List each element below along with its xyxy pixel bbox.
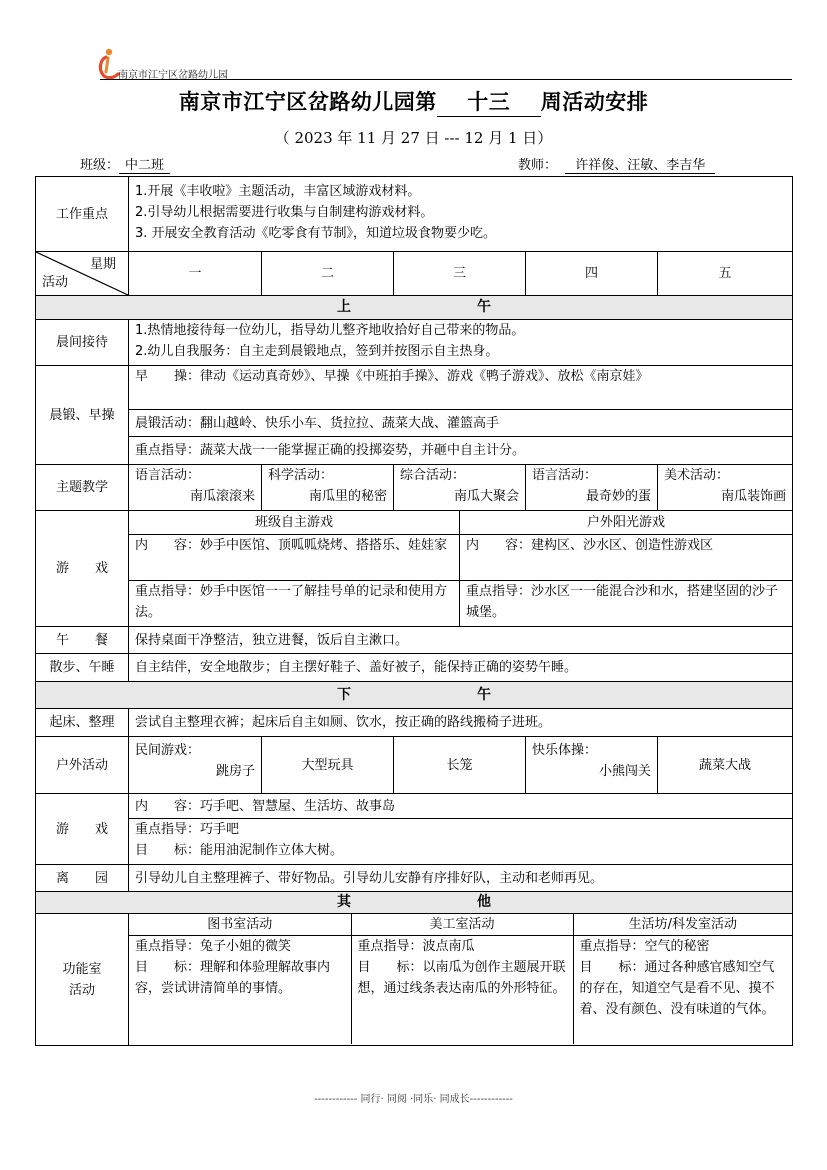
- lunch-content: 保持桌面干净整洁，独立进餐，饭后自主漱口。: [129, 627, 793, 654]
- games-am-label: 游 戏: [36, 511, 129, 627]
- arrival-row: [36, 320, 793, 366]
- afternoon-section-row: [36, 682, 793, 709]
- leaving-row: [36, 865, 793, 892]
- section-right-char: 午: [477, 299, 492, 315]
- walk-nap-label: 散步、午睡: [36, 654, 129, 682]
- games-pm-guidance-cell: [129, 819, 793, 865]
- exercise-activities-row: [36, 410, 793, 437]
- diagonal-header-cell: [36, 252, 129, 296]
- exercise-activities: 晨锻活动：翻山越岭、快乐小车、货拉拉、蔬菜大战、灌篮高手: [129, 410, 793, 437]
- header-divider: [100, 79, 792, 80]
- activity-name: 南瓜滚滚来: [189, 489, 255, 504]
- weekday-header-row: [36, 252, 793, 296]
- theme-day-cell: [526, 465, 658, 511]
- outdoor-game-content: 内 容：建构区、沙水区、创造性游戏区: [460, 535, 793, 581]
- art-room-header: 美工室活动: [351, 914, 573, 936]
- games-header-row: [36, 511, 793, 535]
- function-rooms-table: [129, 914, 792, 1044]
- class-label: 班级：: [80, 158, 120, 173]
- games-pm-content: 内 容：巧手吧、智慧屋、生活坊、故事岛: [129, 794, 793, 819]
- other-section-row: [36, 892, 793, 914]
- walk-nap-row: [36, 654, 793, 682]
- class-info: [80, 154, 170, 174]
- outdoor-game-guidance: 重点指导：沙水区一一能混合沙和水，搭建坚固的沙子城堡。: [460, 581, 793, 627]
- outdoor-label: 户外活动: [36, 737, 129, 794]
- games-pm-label: 游 戏: [36, 794, 129, 865]
- section-left-char: 下: [337, 686, 352, 703]
- section-left-char: 其: [337, 894, 352, 910]
- leaving-content: 引导幼儿自主整理裤子、带好物品。引导幼儿安静有序排好队，主动和老师再见。: [129, 865, 793, 892]
- outdoor-day-cell: [129, 737, 262, 794]
- theme-day-cell: [262, 465, 394, 511]
- room-goal: 目 标：以南瓜为创作主题展开联想，通过线条表达南瓜的外形特征。: [357, 960, 566, 996]
- room-guidance: 重点指导：波点南瓜: [357, 939, 475, 954]
- function-rooms-container: [129, 914, 793, 1046]
- weekday-label: 星期: [89, 257, 116, 272]
- function-rooms-label-line: 功能室: [62, 961, 102, 977]
- exercise-guidance: 重点指导：蔬菜大战一一能掌握正确的投掷姿势，并砸中自主计分。: [129, 437, 793, 465]
- title-suffix: 周活动安排: [540, 89, 649, 114]
- exercise-row: [36, 366, 793, 410]
- activity-type: 美术活动：: [664, 468, 730, 483]
- outdoor-day-cell: 长笼: [394, 737, 526, 794]
- morning-section-header: [36, 296, 793, 320]
- activity-name: 南瓜大聚会: [453, 489, 519, 504]
- date-range: （ 2023 年 11 月 27 日 --- 12 月 1 日）: [274, 129, 553, 147]
- arrival-content: [129, 320, 793, 366]
- outdoor-row: [36, 737, 793, 794]
- activity-type: 语言活动：: [135, 468, 201, 483]
- day-tuesday: 二: [262, 252, 394, 296]
- games-pm-content-row: [36, 794, 793, 819]
- life-science-room-content: [573, 936, 792, 1045]
- outdoor-game-header: 户外阳光游戏: [460, 511, 793, 535]
- wakeup-content: 尝试自主整理衣裤；起床后自主如厕、饮水，按正确的路线搬椅子进班。: [129, 709, 793, 737]
- exercise-label: 晨锻、早操: [36, 366, 129, 465]
- room-guidance: 重点指导：空气的秘密: [579, 939, 710, 954]
- games-guidance-row: [36, 581, 793, 627]
- activity-type: 快乐体操：: [532, 743, 598, 758]
- theme-teaching-label: 主题教学: [36, 465, 129, 511]
- theme-day-cell: [658, 465, 793, 511]
- section-left-char: 上: [337, 299, 352, 315]
- day-monday: 一: [129, 252, 262, 296]
- function-rooms-label: [36, 914, 129, 1046]
- room-goal: 目 标：通过各种感官感知空气的存在，知道空气是看不见、摸不着、没有颜色、没有味道的气体。: [579, 960, 775, 1017]
- room-goal: 目 标：理解和体验理解故事内容，尝试讲清简单的事情。: [135, 960, 331, 996]
- leaving-label: 离 园: [36, 865, 129, 892]
- section-right-char: 午: [477, 686, 492, 703]
- day-friday: 五: [658, 252, 793, 296]
- morning-exercise: 早 操：律动《运动真奇妙》、早操《中班拍手操》、游戏《鸭子游戏》、放松《南京娃》: [129, 366, 793, 410]
- activity-type: 语言活动：: [532, 468, 598, 483]
- focus-item: 3. 开展安全教育活动《吃零食有节制》，知道垃圾食物要少吃。: [135, 226, 497, 241]
- teacher-info: [518, 154, 715, 174]
- outdoor-day-cell: 蔬菜大战: [658, 737, 793, 794]
- activity-type: 民间游戏：: [135, 743, 201, 758]
- focus-row: [36, 177, 793, 252]
- wakeup-label: 起床、整理: [36, 709, 129, 737]
- lunch-label: 午 餐: [36, 627, 129, 654]
- life-science-room-header: 生活坊/科发室活动: [573, 914, 792, 936]
- focus-content: [129, 177, 793, 252]
- day-wednesday: 三: [394, 252, 526, 296]
- arrival-line: 1.热情地接待每一位幼儿，指导幼儿整齐地收拾好自己带来的物品。: [135, 323, 525, 338]
- library-content: [129, 936, 351, 1045]
- section-right-char: 他: [477, 894, 492, 910]
- room-guidance: 重点指导：兔子小姐的微笑: [135, 939, 292, 954]
- games-pm-guidance: 重点指导：巧手吧: [135, 822, 240, 837]
- activity-name: 跳房子: [215, 764, 255, 779]
- walk-nap-content: 自主结伴，安全地散步；自主摆好鞋子、盖好被子，能保持正确的姿势午睡。: [129, 654, 793, 682]
- activity-type: 综合活动：: [400, 468, 466, 483]
- activity-name: 南瓜装饰画: [721, 489, 787, 504]
- exercise-guidance-row: [36, 437, 793, 465]
- outdoor-day-cell: 大型玩具: [262, 737, 394, 794]
- library-header: 图书室活动: [129, 914, 351, 936]
- function-rooms-label-line: 活动: [68, 982, 95, 998]
- activity-name: 最奇妙的蛋: [585, 489, 651, 504]
- logo-text: 南京市江宁区岔路幼儿园: [118, 70, 228, 81]
- class-value: 中二班: [119, 154, 170, 174]
- games-content-row: [36, 535, 793, 581]
- activity-type: 科学活动：: [268, 468, 334, 483]
- games-pm-goal: 目 标：能用油泥制作立体大树。: [135, 843, 344, 858]
- footer-slogan: ------------ 同行· 同阅 ·同乐· 同成长------------: [314, 1094, 513, 1105]
- teacher-label: 教师：: [518, 158, 558, 173]
- activity-label: 活动: [42, 275, 69, 290]
- arrival-label: 晨间接待: [36, 320, 129, 366]
- morning-section-row: [36, 296, 793, 320]
- class-game-header: 班级自主游戏: [129, 511, 460, 535]
- wakeup-row: [36, 709, 793, 737]
- afternoon-section-header: [36, 682, 793, 709]
- theme-teaching-row: [36, 465, 793, 511]
- art-room-content: [351, 936, 573, 1045]
- activity-name: 南瓜里的秘密: [308, 489, 387, 504]
- other-section-header: [36, 892, 793, 914]
- class-game-guidance: 重点指导：妙手中医馆一一了解挂号单的记录和使用方法。: [129, 581, 460, 627]
- arrival-line: 2.幼儿自我服务：自主走到晨锻地点，签到并按图示自主热身。: [135, 344, 499, 359]
- activity-name: 小熊闯关: [598, 764, 651, 779]
- page-title: [0, 86, 827, 117]
- focus-item: 2.引导幼儿根据需要进行收集与自制建构游戏材料。: [135, 205, 434, 220]
- theme-day-cell: [129, 465, 262, 511]
- week-number: 十三: [437, 86, 541, 117]
- class-game-content: 内 容：妙手中医馆、顶呱呱烧烤、搭搭乐、娃娃家: [129, 535, 460, 581]
- title-prefix: 南京市江宁区岔路幼儿园第: [178, 89, 437, 114]
- focus-label: 工作重点: [36, 177, 129, 252]
- weekly-schedule-table: [35, 176, 793, 1046]
- theme-day-cell: [394, 465, 526, 511]
- function-rooms-row: [36, 914, 793, 1046]
- teacher-value: 许祥俊、汪敏、李吉华: [565, 154, 715, 174]
- day-thursday: 四: [526, 252, 658, 296]
- lunch-row: [36, 627, 793, 654]
- focus-item: 1.开展《丰收啦》主题活动，丰富区域游戏材料。: [135, 184, 421, 199]
- outdoor-day-cell: [526, 737, 658, 794]
- games-pm-guidance-row: [36, 819, 793, 865]
